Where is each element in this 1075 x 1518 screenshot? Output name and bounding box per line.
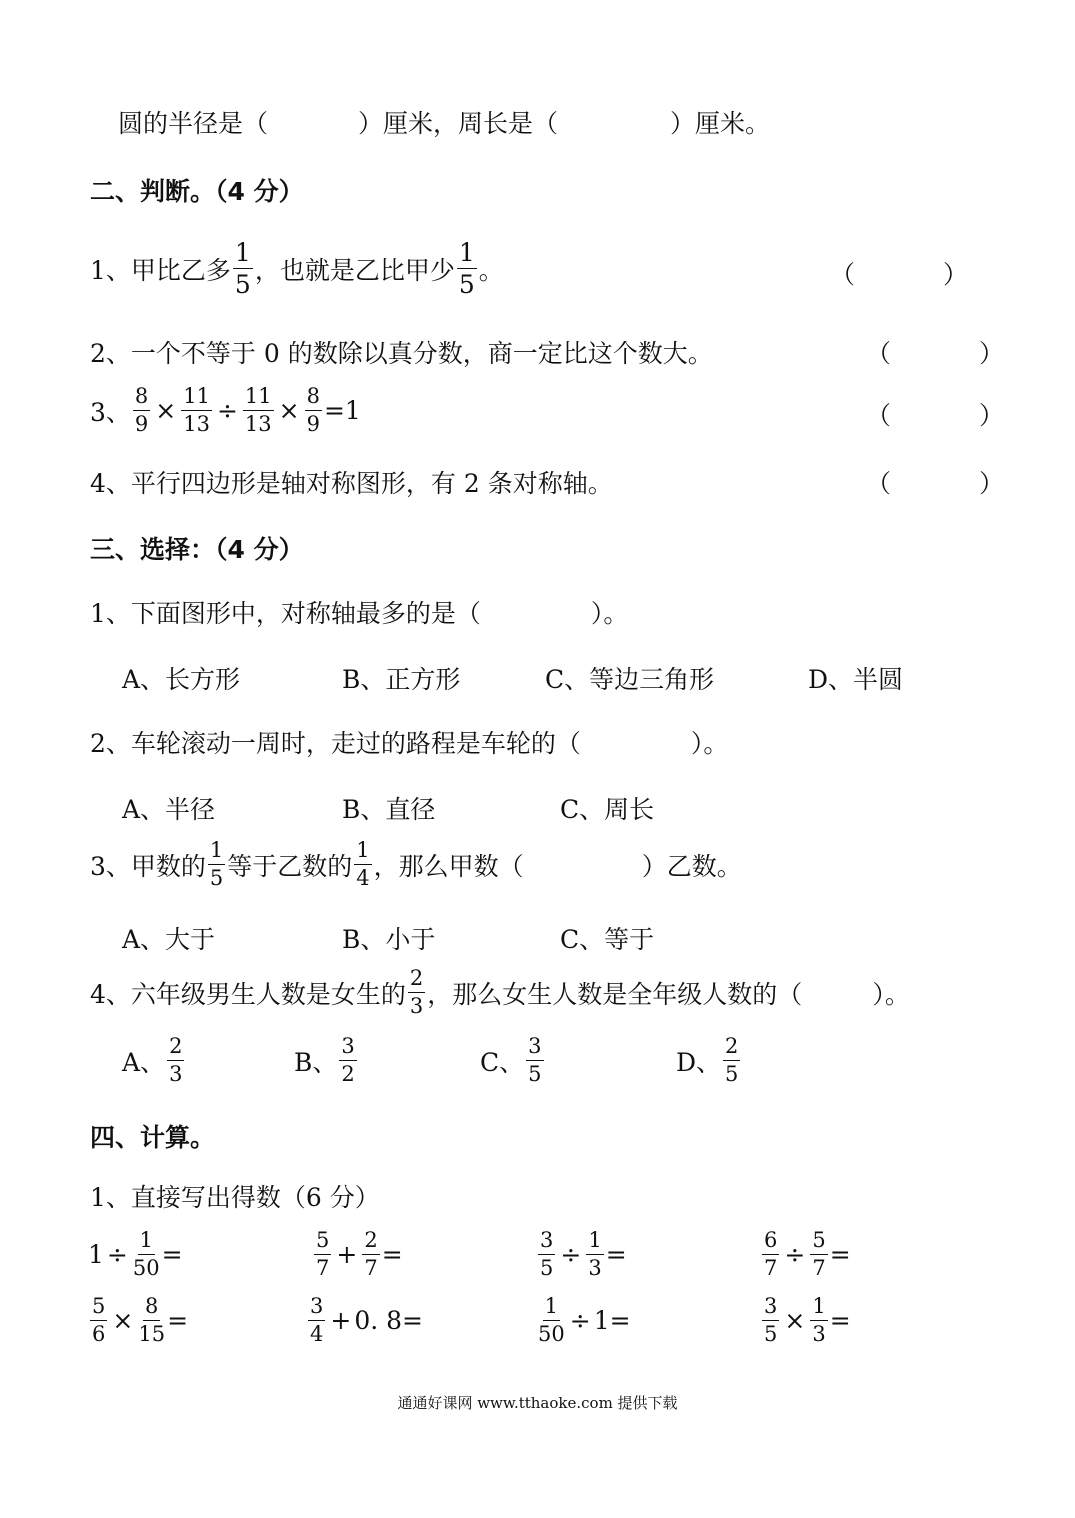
numerator: 6	[762, 1230, 779, 1255]
fraction	[538, 1296, 565, 1345]
numerator: 1	[354, 840, 371, 865]
numerator: 1	[458, 238, 475, 267]
numerator: 11	[181, 386, 212, 411]
option-label: C、	[480, 1047, 525, 1077]
operator: +	[336, 1240, 358, 1269]
numerator: 3	[339, 1036, 356, 1061]
numerator: 2	[408, 968, 425, 993]
calc-item[interactable]	[312, 1230, 403, 1279]
choice-q3-option-a[interactable]: A、大于	[122, 925, 216, 954]
choice-question-2	[90, 724, 728, 760]
denominator: 15	[138, 1322, 166, 1346]
denominator: 7	[364, 1256, 378, 1280]
choice-q1-option-b[interactable]: B、正方形	[342, 665, 461, 694]
fraction	[810, 1296, 827, 1345]
text-segment: ）。	[872, 979, 910, 1009]
option-label: B、	[294, 1047, 338, 1077]
choice-question-1	[90, 594, 628, 630]
choice-q4-option-a[interactable]	[122, 1036, 186, 1085]
denominator: 5	[528, 1062, 542, 1086]
operator: ×	[112, 1306, 134, 1335]
numerator: 5	[90, 1296, 107, 1321]
numerator: 2	[167, 1036, 184, 1061]
calc-subtitle: 1、直接写出得数（6 分）	[90, 1183, 380, 1212]
section-title-calculation: 四、计算。	[90, 1123, 216, 1152]
numerator: 1	[543, 1296, 560, 1321]
denominator: 5	[234, 270, 251, 299]
operator: ×	[784, 1306, 806, 1335]
numerator: 1	[234, 238, 251, 267]
judge-question-1	[90, 240, 504, 297]
fraction	[138, 1296, 165, 1345]
fraction	[208, 840, 225, 889]
denominator: 13	[244, 412, 272, 436]
text-segment: 4、六年级男生人数是女生的	[90, 979, 406, 1009]
calc-item[interactable]	[306, 1296, 423, 1345]
operator: ÷	[569, 1306, 591, 1335]
section-title-choice: 三、选择：（4 分）	[90, 535, 304, 564]
fraction	[233, 240, 253, 297]
fraction	[90, 1296, 107, 1345]
judge-question-2: 2、一个不等于 0 的数除以真分数，商一定比这个数大。	[90, 339, 713, 368]
choice-q4-option-d[interactable]	[676, 1036, 742, 1085]
text-segment: =1	[323, 396, 361, 425]
text-segment: =	[161, 1240, 183, 1269]
denominator: 5	[764, 1322, 778, 1346]
denominator: 13	[183, 412, 210, 436]
calc-item[interactable]	[88, 1296, 188, 1345]
text-segment: =	[381, 1240, 403, 1269]
numerator: 3	[538, 1230, 555, 1255]
choice-q1-end: ）。	[590, 599, 629, 628]
numerator: 3	[308, 1296, 325, 1321]
fraction	[308, 1296, 325, 1345]
numerator: 11	[243, 386, 274, 411]
denominator: 9	[134, 412, 149, 436]
calc-item[interactable]	[760, 1296, 851, 1345]
choice-q1-option-d[interactable]: D、半圆	[808, 665, 904, 694]
fraction	[762, 1230, 779, 1279]
text-segment: 。	[478, 255, 504, 285]
denominator: 5	[725, 1062, 739, 1086]
fraction	[457, 240, 477, 297]
judge-question-3	[90, 386, 361, 435]
numerator: 2	[723, 1036, 740, 1061]
text-segment: ，也就是乙比甲少	[254, 255, 455, 285]
numerator: 1	[208, 840, 225, 865]
page-footer: 通通好课网 www.tthaoke.com 提供下载	[397, 1394, 678, 1412]
option-label: A、	[122, 1047, 166, 1077]
operator: ÷	[784, 1240, 806, 1269]
fraction	[526, 1036, 543, 1085]
circle-text-end: ）厘米。	[670, 109, 771, 138]
circle-question-line	[118, 104, 770, 140]
denominator: 2	[341, 1062, 355, 1086]
text-segment: 1=	[593, 1306, 631, 1335]
choice-q2-option-b[interactable]: B、直径	[342, 795, 436, 824]
denominator: 5	[540, 1256, 554, 1280]
denominator: 7	[812, 1256, 826, 1280]
fraction	[133, 1230, 160, 1279]
operator: ×	[278, 396, 300, 425]
denominator: 5	[458, 270, 475, 299]
text-segment: =	[605, 1240, 627, 1269]
text-segment: 0. 8=	[354, 1306, 423, 1335]
fraction	[181, 386, 212, 435]
denominator: 4	[310, 1322, 324, 1346]
text-segment: 1、甲比乙多	[90, 255, 231, 285]
fraction	[354, 840, 371, 889]
fraction	[586, 1230, 603, 1279]
circle-text-circumference: ）厘米，周长是（	[358, 109, 559, 138]
choice-q2-end: ）。	[690, 729, 729, 758]
numerator: 8	[143, 1296, 160, 1321]
text-segment: 3、甲数的	[90, 851, 206, 881]
operator: +	[330, 1306, 352, 1335]
choice-q2-option-a[interactable]: A、半径	[122, 795, 216, 824]
text-segment: =	[829, 1306, 851, 1335]
fraction	[305, 386, 322, 435]
fraction	[810, 1230, 827, 1279]
fraction	[314, 1230, 331, 1279]
numerator: 1	[138, 1230, 155, 1255]
choice-q3-option-c[interactable]: C、等于	[560, 925, 655, 954]
fraction	[762, 1296, 779, 1345]
operator: ×	[155, 396, 177, 425]
denominator: 50	[538, 1322, 565, 1346]
denominator: 3	[169, 1062, 183, 1086]
circle-text-radius: 圆的半径是（	[118, 109, 269, 138]
choice-q1-option-c[interactable]: C、等边三角形	[545, 665, 715, 694]
denominator: 50	[132, 1256, 160, 1280]
denominator: 7	[764, 1256, 778, 1280]
fraction	[339, 1036, 356, 1085]
fraction	[723, 1036, 740, 1085]
calc-item[interactable]	[536, 1296, 631, 1345]
text-segment: ，那么女生人数是全年级人数的（	[427, 979, 803, 1009]
fraction	[538, 1230, 555, 1279]
text-segment: 等于乙数的	[227, 851, 353, 881]
choice-q2-option-c[interactable]: C、周长	[560, 795, 655, 824]
judge-answer-paren-1[interactable]: （ ）	[830, 260, 969, 289]
choice-q3-option-b[interactable]: B、小于	[342, 925, 436, 954]
numerator: 5	[810, 1230, 827, 1255]
denominator: 5	[209, 866, 224, 890]
fraction	[167, 1036, 184, 1085]
numerator: 5	[314, 1230, 331, 1255]
operator: ÷	[216, 396, 238, 425]
choice-q1-option-a[interactable]: A、长方形	[122, 665, 241, 694]
text-segment: ）乙数。	[641, 851, 742, 881]
option-label: D、	[676, 1047, 722, 1077]
section-title-judgement: 二、判断。（4 分）	[90, 177, 304, 206]
numerator: 3	[762, 1296, 779, 1321]
fraction	[243, 386, 274, 435]
denominator: 4	[356, 866, 370, 890]
text-segment: 3、	[90, 397, 131, 427]
choice-question-4	[90, 968, 910, 1017]
choice-q4-option-b[interactable]	[294, 1036, 359, 1085]
numerator: 8	[305, 386, 322, 411]
denominator: 3	[812, 1322, 826, 1346]
denominator: 6	[92, 1322, 106, 1346]
numerator: 1	[810, 1296, 827, 1321]
calc-item[interactable]	[536, 1230, 627, 1279]
choice-q2-text: 2、车轮滚动一周时，走过的路程是车轮的（	[90, 729, 581, 758]
numerator: 1	[586, 1230, 603, 1255]
operator: ÷	[106, 1240, 128, 1269]
denominator: 7	[316, 1256, 330, 1280]
denominator: 3	[588, 1256, 602, 1280]
fraction	[133, 386, 150, 435]
choice-q1-text: 1、下面图形中，对称轴最多的是（	[90, 599, 481, 628]
text-segment: 1	[88, 1240, 104, 1269]
calc-item[interactable]	[760, 1230, 851, 1279]
choice-question-3	[90, 840, 742, 889]
fraction	[408, 968, 425, 1017]
text-segment: ，那么甲数（	[373, 851, 524, 881]
judge-answer-paren-4[interactable]: （ ）	[866, 469, 1005, 498]
judge-answer-paren-3[interactable]: （ ）	[866, 401, 1005, 430]
operator: ÷	[560, 1240, 582, 1269]
numerator: 8	[133, 386, 150, 411]
fraction	[362, 1230, 379, 1279]
denominator: 3	[409, 994, 424, 1018]
text-segment: =	[829, 1240, 851, 1269]
denominator: 9	[306, 412, 320, 436]
numerator: 2	[362, 1230, 379, 1255]
calc-item[interactable]	[88, 1230, 183, 1279]
judge-answer-paren-2[interactable]: （ ）	[866, 339, 1005, 368]
judge-question-4: 4、平行四边形是轴对称图形，有 2 条对称轴。	[90, 469, 613, 498]
text-segment: =	[167, 1306, 189, 1335]
numerator: 3	[526, 1036, 543, 1061]
choice-q4-option-c[interactable]	[480, 1036, 546, 1085]
